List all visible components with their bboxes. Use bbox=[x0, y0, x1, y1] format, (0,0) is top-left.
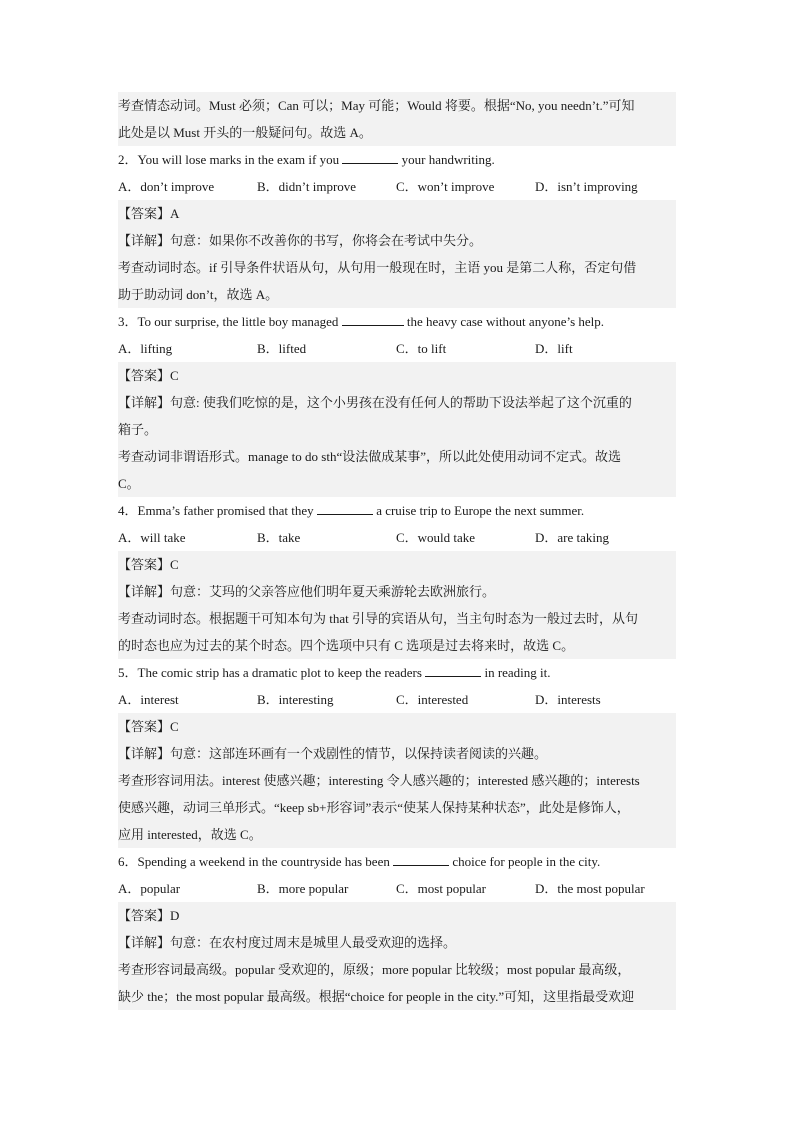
stem-text: choice for people in the city. bbox=[452, 854, 601, 869]
stem-text: 4．Emma’s father promised that they bbox=[118, 503, 314, 518]
options-row bbox=[118, 335, 676, 362]
option-d: D．interests bbox=[535, 692, 601, 707]
option-a: A．will take bbox=[118, 530, 186, 545]
answer-line: 【答案】A bbox=[118, 200, 676, 227]
stem-text: in reading it. bbox=[484, 665, 551, 680]
stem-text: your handwriting. bbox=[401, 152, 495, 167]
explanation-line: 考查动词时态。根据题干可知本句为 that 引导的宾语从句，当主句时态为一般过去时，从句 bbox=[118, 605, 676, 632]
detail-line: 【详解】句意：如果你不改善你的书写，你将会在考试中失分。 bbox=[118, 227, 676, 254]
option-c: C．most popular bbox=[396, 881, 486, 896]
detail-line: 【详解】句意: 使我们吃惊的是，这个小男孩在没有任何人的帮助下设法举起了这个沉重的 bbox=[118, 389, 676, 416]
detail-line: 【详解】句意：艾玛的父亲答应他们明年夏天乘游轮去欧洲旅行。 bbox=[118, 578, 676, 605]
option-c: C．won’t improve bbox=[396, 179, 495, 194]
option-d: D．the most popular bbox=[535, 881, 645, 896]
stem-text: 5．The comic strip has a dramatic plot to keep the readers bbox=[118, 665, 422, 680]
answer-line: 【答案】C bbox=[118, 551, 676, 578]
option-b: B．take bbox=[257, 530, 301, 545]
option-a: A．interest bbox=[118, 692, 179, 707]
stem-text: 2．You will lose marks in the exam if you bbox=[118, 152, 340, 167]
option-c: C．would take bbox=[396, 530, 476, 545]
option-d: D．are taking bbox=[535, 530, 610, 545]
explanation-line: 助于助动词 don’t，故选 A。 bbox=[118, 281, 676, 308]
answer-blank bbox=[317, 500, 373, 515]
explanation-line: 的时态也应为过去的某个时态。四个选项中只有 C 选项是过去将来时，故选 C。 bbox=[118, 632, 676, 659]
question-content bbox=[118, 92, 676, 1010]
detail-line: 箱子。 bbox=[118, 416, 676, 443]
option-b: B．more popular bbox=[257, 881, 349, 896]
options-row bbox=[118, 524, 676, 551]
explanation-line: C。 bbox=[118, 470, 676, 497]
option-a: A．don’t improve bbox=[118, 179, 215, 194]
option-d: D．isn’t improving bbox=[535, 179, 638, 194]
option-b: B．didn’t improve bbox=[257, 179, 357, 194]
options-row bbox=[118, 875, 676, 902]
question-stem bbox=[118, 497, 676, 524]
question-stem bbox=[118, 659, 676, 686]
option-b: B．interesting bbox=[257, 692, 334, 707]
answer-line: 【答案】C bbox=[118, 713, 676, 740]
options-row bbox=[118, 686, 676, 713]
detail-line: 【详解】句意：这部连环画有一个戏剧性的情节，以保持读者阅读的兴趣。 bbox=[118, 740, 676, 767]
explanation-line: 考查情态动词。Must 必须；Can 可以；May 可能；Would 将要。根据“No, you needn’t.”可知 bbox=[118, 92, 676, 119]
option-c: C．to lift bbox=[396, 341, 447, 356]
option-b: B．lifted bbox=[257, 341, 307, 356]
answer-line: 【答案】C bbox=[118, 362, 676, 389]
explanation-line: 考查动词时态。if 引导条件状语从句，从句用一般现在时，主语 you 是第二人称，否定句借 bbox=[118, 254, 676, 281]
answer-line: 【答案】D bbox=[118, 902, 676, 929]
question-stem bbox=[118, 308, 676, 335]
stem-text: the heavy case without anyone’s help. bbox=[406, 314, 605, 329]
explanation-line: 缺少 the；the most popular 最高级。根据“choice for people in the city.”可知，这里指最受欢迎 bbox=[118, 983, 676, 1010]
option-a: A．popular bbox=[118, 881, 181, 896]
stem-text: 3．To our surprise, the little boy managed bbox=[118, 314, 339, 329]
stem-text: a cruise trip to Europe the next summer. bbox=[376, 503, 585, 518]
explanation-line: 考查形容词最高级。popular 受欢迎的，原级；more popular 比较级；most popular 最高级， bbox=[118, 956, 676, 983]
detail-line: 【详解】句意：在农村度过周末是城里人最受欢迎的选择。 bbox=[118, 929, 676, 956]
answer-blank bbox=[393, 851, 449, 866]
explanation-line: 使感兴趣，动词三单形式。“keep sb+形容词”表示“使某人保持某种状态”，此处是修饰人， bbox=[118, 794, 676, 821]
explanation-line: 考查形容词用法。interest 使感兴趣；interesting 令人感兴趣的；interested 感兴趣的；interests bbox=[118, 767, 676, 794]
option-d: D．lift bbox=[535, 341, 573, 356]
answer-blank bbox=[425, 662, 481, 677]
explanation-line: 此处是以 Must 开头的一般疑问句。故选 A。 bbox=[118, 119, 676, 146]
stem-text: 6．Spending a weekend in the countryside has been bbox=[118, 854, 390, 869]
explanation-line: 应用 interested，故选 C。 bbox=[118, 821, 676, 848]
option-c: C．interested bbox=[396, 692, 469, 707]
answer-blank bbox=[342, 311, 404, 326]
options-row bbox=[118, 173, 676, 200]
question-stem bbox=[118, 848, 676, 875]
explanation-line: 考查动词非谓语形式。manage to do sth“设法做成某事”，所以此处使用动词不定式。故选 bbox=[118, 443, 676, 470]
option-a: A．lifting bbox=[118, 341, 173, 356]
answer-blank bbox=[342, 149, 398, 164]
question-stem bbox=[118, 146, 676, 173]
